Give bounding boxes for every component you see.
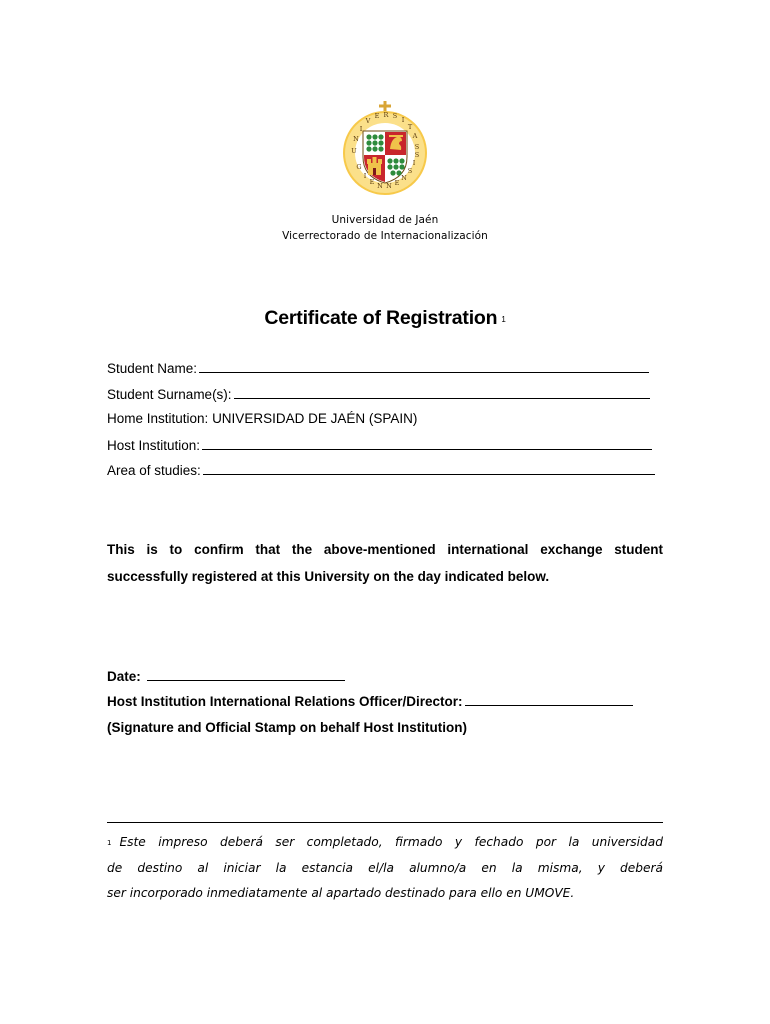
footnote-divider: [107, 822, 663, 823]
student-name-blank[interactable]: [199, 359, 649, 373]
svg-text:S: S: [407, 167, 413, 175]
date-blank[interactable]: [147, 667, 345, 681]
date-field: [107, 667, 345, 686]
confirmation-statement: [107, 536, 663, 590]
title-text: Certificate of Registration: [264, 307, 498, 329]
svg-text:N: N: [386, 182, 392, 190]
svg-text:S: S: [392, 112, 398, 120]
officer-blank[interactable]: [465, 692, 633, 706]
area-of-studies-field: [107, 461, 655, 480]
student-name-label: Student Name:: [107, 361, 198, 376]
footnote: [107, 830, 663, 906]
confirmation-line-2: successfully registered at this University on the day indicated below.: [107, 569, 550, 584]
student-surname-label: Student Surname(s):: [107, 387, 232, 402]
svg-text:S: S: [414, 151, 420, 159]
svg-text:I: I: [363, 172, 367, 180]
host-institution-field: [107, 436, 652, 455]
date-label: Date:: [107, 669, 141, 684]
student-surname-blank[interactable]: [234, 385, 650, 399]
footnote-line-1-text: Este impreso deberá ser completado, firmado y fechado por la universidad: [119, 835, 663, 849]
host-institution-blank[interactable]: [202, 436, 652, 450]
officer-label: Host Institution International Relations Officer/Director:: [107, 694, 463, 709]
svg-text:N: N: [401, 174, 407, 182]
student-name-field: [107, 359, 649, 378]
svg-text:G: G: [356, 163, 362, 171]
svg-text:I: I: [412, 159, 416, 167]
svg-text:A: A: [412, 132, 418, 140]
document-title: [0, 307, 770, 330]
confirmation-line-1: This is to confirm that the above-mentioned international exchange student: [107, 542, 663, 557]
svg-text:R: R: [383, 111, 389, 119]
footnote-line-2: de destino al iniciar la estancia el/la alumno/a en la misma, y deberá: [107, 861, 663, 875]
footnote-line-1: [107, 830, 663, 856]
svg-text:I: I: [401, 116, 405, 124]
svg-text:I: I: [359, 125, 363, 133]
svg-text:S: S: [414, 143, 420, 151]
svg-text:V: V: [365, 117, 371, 125]
svg-text:T: T: [407, 123, 413, 131]
svg-text:N: N: [377, 182, 383, 190]
stamp-note: (Signature and Official Stamp on behalf Host Institution): [107, 720, 468, 735]
svg-text:E: E: [374, 112, 380, 120]
officer-field: [107, 692, 633, 711]
footnote-marker: 1: [107, 839, 112, 847]
title-footnote-marker: 1: [501, 315, 506, 324]
svg-text:U: U: [351, 147, 357, 155]
home-institution-value: UNIVERSIDAD DE JAÉN (SPAIN): [212, 411, 418, 426]
svg-text:E: E: [369, 178, 375, 186]
university-seal-icon: [341, 101, 429, 197]
home-institution-label: Home Institution:: [107, 411, 209, 426]
svg-text:N: N: [353, 135, 359, 143]
area-of-studies-label: Area of studies:: [107, 463, 201, 478]
home-institution-field: [107, 410, 417, 428]
svg-text:E: E: [394, 179, 400, 187]
footnote-line-3: ser incorporado inmediatamente al apartado destinado para ello en UMOVE.: [107, 886, 575, 900]
student-surname-field: [107, 385, 650, 404]
department-name: Vicerrectorado de Internacionalización: [282, 230, 488, 242]
area-of-studies-blank[interactable]: [203, 461, 655, 475]
host-institution-label: Host Institution:: [107, 438, 201, 453]
university-name: Universidad de Jaén: [331, 214, 439, 226]
